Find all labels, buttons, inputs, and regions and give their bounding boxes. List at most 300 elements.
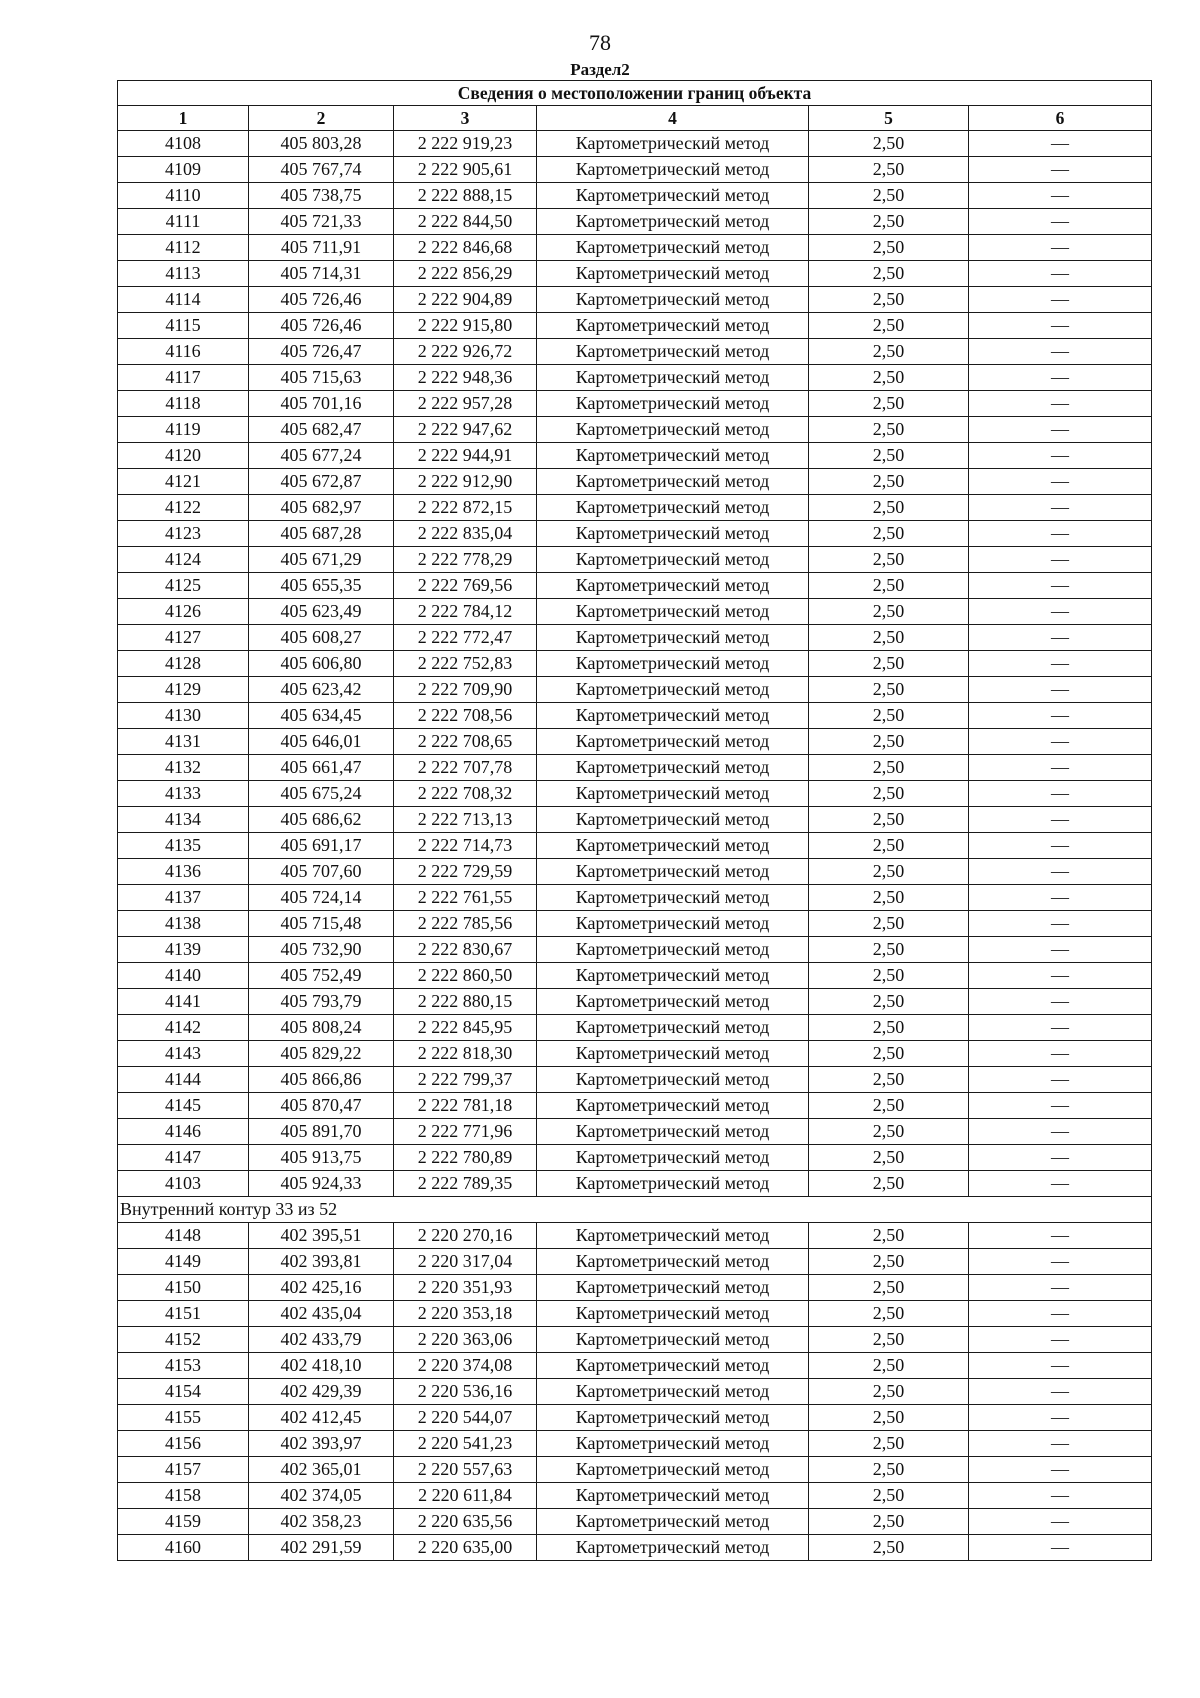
table-row <box>118 937 1152 963</box>
y-coordinate-cell: 2 222 708,32 <box>394 781 537 807</box>
x-coordinate-cell: 405 623,42 <box>249 677 394 703</box>
table-row <box>118 287 1152 313</box>
table-row <box>118 1301 1152 1327</box>
note-cell: — <box>969 677 1152 703</box>
column-header: 1 <box>118 106 249 131</box>
method-cell: Картометрический метод <box>537 677 809 703</box>
point-number-cell: 4108 <box>118 131 249 157</box>
method-cell: Картометрический метод <box>537 1223 809 1249</box>
x-coordinate-cell: 405 646,01 <box>249 729 394 755</box>
x-coordinate-cell: 405 808,24 <box>249 1015 394 1041</box>
y-coordinate-cell: 2 222 769,56 <box>394 573 537 599</box>
y-coordinate-cell: 2 220 353,18 <box>394 1301 537 1327</box>
method-cell: Картометрический метод <box>537 1067 809 1093</box>
point-number-cell: 4146 <box>118 1119 249 1145</box>
point-number-cell: 4122 <box>118 495 249 521</box>
accuracy-cell: 2,50 <box>809 443 969 469</box>
note-cell: — <box>969 599 1152 625</box>
note-cell: — <box>969 1015 1152 1041</box>
accuracy-cell: 2,50 <box>809 417 969 443</box>
y-coordinate-cell: 2 220 374,08 <box>394 1353 537 1379</box>
table-row <box>118 989 1152 1015</box>
y-coordinate-cell: 2 222 830,67 <box>394 937 537 963</box>
accuracy-cell: 2,50 <box>809 1535 969 1561</box>
table-row <box>118 599 1152 625</box>
x-coordinate-cell: 405 726,46 <box>249 287 394 313</box>
table-row <box>118 1431 1152 1457</box>
method-cell: Картометрический метод <box>537 911 809 937</box>
accuracy-cell: 2,50 <box>809 339 969 365</box>
point-number-cell: 4152 <box>118 1327 249 1353</box>
method-cell: Картометрический метод <box>537 495 809 521</box>
accuracy-cell: 2,50 <box>809 1015 969 1041</box>
method-cell: Картометрический метод <box>537 1379 809 1405</box>
accuracy-cell: 2,50 <box>809 157 969 183</box>
y-coordinate-cell: 2 222 845,95 <box>394 1015 537 1041</box>
point-number-cell: 4131 <box>118 729 249 755</box>
note-cell: — <box>969 1327 1152 1353</box>
contour-label-row <box>118 1197 1152 1223</box>
method-cell: Картометрический метод <box>537 859 809 885</box>
point-number-cell: 4148 <box>118 1223 249 1249</box>
note-cell: — <box>969 209 1152 235</box>
method-cell: Картометрический метод <box>537 937 809 963</box>
y-coordinate-cell: 2 222 784,12 <box>394 599 537 625</box>
y-coordinate-cell: 2 220 536,16 <box>394 1379 537 1405</box>
point-number-cell: 4120 <box>118 443 249 469</box>
y-coordinate-cell: 2 222 880,15 <box>394 989 537 1015</box>
y-coordinate-cell: 2 222 729,59 <box>394 859 537 885</box>
table-row <box>118 1509 1152 1535</box>
note-cell: — <box>969 703 1152 729</box>
table-row <box>118 573 1152 599</box>
x-coordinate-cell: 405 714,31 <box>249 261 394 287</box>
method-cell: Картометрический метод <box>537 573 809 599</box>
column-header-row <box>118 106 1152 131</box>
y-coordinate-cell: 2 222 919,23 <box>394 131 537 157</box>
accuracy-cell: 2,50 <box>809 183 969 209</box>
note-cell: — <box>969 1249 1152 1275</box>
accuracy-cell: 2,50 <box>809 807 969 833</box>
accuracy-cell: 2,50 <box>809 1093 969 1119</box>
note-cell: — <box>969 573 1152 599</box>
x-coordinate-cell: 405 711,91 <box>249 235 394 261</box>
y-coordinate-cell: 2 220 317,04 <box>394 1249 537 1275</box>
x-coordinate-cell: 405 677,24 <box>249 443 394 469</box>
table-row <box>118 729 1152 755</box>
note-cell: — <box>969 443 1152 469</box>
point-number-cell: 4128 <box>118 651 249 677</box>
table-row <box>118 625 1152 651</box>
note-cell: — <box>969 1301 1152 1327</box>
table-row <box>118 1249 1152 1275</box>
column-header: 3 <box>394 106 537 131</box>
x-coordinate-cell: 405 715,48 <box>249 911 394 937</box>
point-number-cell: 4140 <box>118 963 249 989</box>
accuracy-cell: 2,50 <box>809 1041 969 1067</box>
note-cell: — <box>969 1509 1152 1535</box>
point-number-cell: 4118 <box>118 391 249 417</box>
x-coordinate-cell: 405 623,49 <box>249 599 394 625</box>
x-coordinate-cell: 405 634,45 <box>249 703 394 729</box>
point-number-cell: 4129 <box>118 677 249 703</box>
point-number-cell: 4130 <box>118 703 249 729</box>
note-cell: — <box>969 131 1152 157</box>
method-cell: Картометрический метод <box>537 1535 809 1561</box>
point-number-cell: 4147 <box>118 1145 249 1171</box>
note-cell: — <box>969 1041 1152 1067</box>
x-coordinate-cell: 405 682,47 <box>249 417 394 443</box>
accuracy-cell: 2,50 <box>809 1457 969 1483</box>
note-cell: — <box>969 469 1152 495</box>
y-coordinate-cell: 2 220 611,84 <box>394 1483 537 1509</box>
table-row <box>118 677 1152 703</box>
note-cell: — <box>969 1457 1152 1483</box>
x-coordinate-cell: 405 913,75 <box>249 1145 394 1171</box>
y-coordinate-cell: 2 222 752,83 <box>394 651 537 677</box>
point-number-cell: 4149 <box>118 1249 249 1275</box>
x-coordinate-cell: 402 418,10 <box>249 1353 394 1379</box>
x-coordinate-cell: 402 412,45 <box>249 1405 394 1431</box>
table-row <box>118 911 1152 937</box>
table-row <box>118 963 1152 989</box>
y-coordinate-cell: 2 222 957,28 <box>394 391 537 417</box>
note-cell: — <box>969 859 1152 885</box>
y-coordinate-cell: 2 222 781,18 <box>394 1093 537 1119</box>
note-cell: — <box>969 391 1152 417</box>
x-coordinate-cell: 405 870,47 <box>249 1093 394 1119</box>
point-number-cell: 4150 <box>118 1275 249 1301</box>
x-coordinate-cell: 405 724,14 <box>249 885 394 911</box>
accuracy-cell: 2,50 <box>809 1119 969 1145</box>
method-cell: Картометрический метод <box>537 1327 809 1353</box>
table-row <box>118 1223 1152 1249</box>
y-coordinate-cell: 2 222 915,80 <box>394 313 537 339</box>
note-cell: — <box>969 235 1152 261</box>
column-header: 6 <box>969 106 1152 131</box>
method-cell: Картометрический метод <box>537 729 809 755</box>
table-row <box>118 417 1152 443</box>
table-row <box>118 1067 1152 1093</box>
method-cell: Картометрический метод <box>537 1431 809 1457</box>
y-coordinate-cell: 2 222 944,91 <box>394 443 537 469</box>
section-title: Раздел2 <box>570 60 630 79</box>
x-coordinate-cell: 405 655,35 <box>249 573 394 599</box>
table-row <box>118 469 1152 495</box>
y-coordinate-cell: 2 220 363,06 <box>394 1327 537 1353</box>
method-cell: Картометрический метод <box>537 157 809 183</box>
y-coordinate-cell: 2 222 904,89 <box>394 287 537 313</box>
x-coordinate-cell: 405 687,28 <box>249 521 394 547</box>
point-number-cell: 4115 <box>118 313 249 339</box>
y-coordinate-cell: 2 222 947,62 <box>394 417 537 443</box>
method-cell: Картометрический метод <box>537 1301 809 1327</box>
point-number-cell: 4153 <box>118 1353 249 1379</box>
x-coordinate-cell: 405 866,86 <box>249 1067 394 1093</box>
y-coordinate-cell: 2 222 713,13 <box>394 807 537 833</box>
note-cell: — <box>969 157 1152 183</box>
y-coordinate-cell: 2 222 761,55 <box>394 885 537 911</box>
table-row <box>118 521 1152 547</box>
accuracy-cell: 2,50 <box>809 313 969 339</box>
table-row <box>118 833 1152 859</box>
method-cell: Картометрический метод <box>537 235 809 261</box>
note-cell: — <box>969 989 1152 1015</box>
table-row <box>118 703 1152 729</box>
y-coordinate-cell: 2 220 544,07 <box>394 1405 537 1431</box>
table-row <box>118 495 1152 521</box>
table-row <box>118 1535 1152 1561</box>
note-cell: — <box>969 365 1152 391</box>
accuracy-cell: 2,50 <box>809 911 969 937</box>
method-cell: Картометрический метод <box>537 651 809 677</box>
method-cell: Картометрический метод <box>537 131 809 157</box>
note-cell: — <box>969 1171 1152 1197</box>
accuracy-cell: 2,50 <box>809 755 969 781</box>
boundary-table <box>117 80 1152 1561</box>
y-coordinate-cell: 2 222 860,50 <box>394 963 537 989</box>
note-cell: — <box>969 911 1152 937</box>
accuracy-cell: 2,50 <box>809 625 969 651</box>
y-coordinate-cell: 2 222 707,78 <box>394 755 537 781</box>
x-coordinate-cell: 402 291,59 <box>249 1535 394 1561</box>
x-coordinate-cell: 405 803,28 <box>249 131 394 157</box>
accuracy-cell: 2,50 <box>809 651 969 677</box>
method-cell: Картометрический метод <box>537 1457 809 1483</box>
point-number-cell: 4157 <box>118 1457 249 1483</box>
accuracy-cell: 2,50 <box>809 1301 969 1327</box>
accuracy-cell: 2,50 <box>809 1483 969 1509</box>
accuracy-cell: 2,50 <box>809 677 969 703</box>
table-row <box>118 1405 1152 1431</box>
method-cell: Картометрический метод <box>537 521 809 547</box>
accuracy-cell: 2,50 <box>809 1223 969 1249</box>
method-cell: Картометрический метод <box>537 1405 809 1431</box>
note-cell: — <box>969 1223 1152 1249</box>
y-coordinate-cell: 2 222 772,47 <box>394 625 537 651</box>
x-coordinate-cell: 405 752,49 <box>249 963 394 989</box>
method-cell: Картометрический метод <box>537 1509 809 1535</box>
x-coordinate-cell: 405 721,33 <box>249 209 394 235</box>
x-coordinate-cell: 402 393,97 <box>249 1431 394 1457</box>
point-number-cell: 4127 <box>118 625 249 651</box>
method-cell: Картометрический метод <box>537 781 809 807</box>
table-row <box>118 261 1152 287</box>
note-cell: — <box>969 1535 1152 1561</box>
point-number-cell: 4145 <box>118 1093 249 1119</box>
y-coordinate-cell: 2 222 872,15 <box>394 495 537 521</box>
method-cell: Картометрический метод <box>537 1145 809 1171</box>
point-number-cell: 4112 <box>118 235 249 261</box>
accuracy-cell: 2,50 <box>809 1379 969 1405</box>
x-coordinate-cell: 402 425,16 <box>249 1275 394 1301</box>
table-row <box>118 1483 1152 1509</box>
method-cell: Картометрический метод <box>537 599 809 625</box>
note-cell: — <box>969 339 1152 365</box>
accuracy-cell: 2,50 <box>809 729 969 755</box>
note-cell: — <box>969 495 1152 521</box>
y-coordinate-cell: 2 222 846,68 <box>394 235 537 261</box>
point-number-cell: 4113 <box>118 261 249 287</box>
x-coordinate-cell: 405 701,16 <box>249 391 394 417</box>
note-cell: — <box>969 833 1152 859</box>
x-coordinate-cell: 405 675,24 <box>249 781 394 807</box>
accuracy-cell: 2,50 <box>809 833 969 859</box>
x-coordinate-cell: 405 715,63 <box>249 365 394 391</box>
x-coordinate-cell: 405 608,27 <box>249 625 394 651</box>
point-number-cell: 4116 <box>118 339 249 365</box>
table-row <box>118 339 1152 365</box>
accuracy-cell: 2,50 <box>809 885 969 911</box>
table-row <box>118 365 1152 391</box>
note-cell: — <box>969 1405 1152 1431</box>
column-header: 4 <box>537 106 809 131</box>
note-cell: — <box>969 287 1152 313</box>
point-number-cell: 4125 <box>118 573 249 599</box>
method-cell: Картометрический метод <box>537 1015 809 1041</box>
y-coordinate-cell: 2 222 785,56 <box>394 911 537 937</box>
table-row <box>118 547 1152 573</box>
y-coordinate-cell: 2 222 888,15 <box>394 183 537 209</box>
y-coordinate-cell: 2 222 912,90 <box>394 469 537 495</box>
note-cell: — <box>969 807 1152 833</box>
point-number-cell: 4151 <box>118 1301 249 1327</box>
page-number: 78 <box>589 30 611 55</box>
y-coordinate-cell: 2 220 351,93 <box>394 1275 537 1301</box>
accuracy-cell: 2,50 <box>809 261 969 287</box>
x-coordinate-cell: 402 393,81 <box>249 1249 394 1275</box>
accuracy-cell: 2,50 <box>809 391 969 417</box>
table-row <box>118 1093 1152 1119</box>
method-cell: Картометрический метод <box>537 261 809 287</box>
method-cell: Картометрический метод <box>537 417 809 443</box>
y-coordinate-cell: 2 222 835,04 <box>394 521 537 547</box>
accuracy-cell: 2,50 <box>809 1171 969 1197</box>
accuracy-cell: 2,50 <box>809 573 969 599</box>
note-cell: — <box>969 183 1152 209</box>
method-cell: Картометрический метод <box>537 625 809 651</box>
point-number-cell: 4136 <box>118 859 249 885</box>
table-row <box>118 157 1152 183</box>
method-cell: Картометрический метод <box>537 755 809 781</box>
x-coordinate-cell: 405 767,74 <box>249 157 394 183</box>
y-coordinate-cell: 2 222 708,65 <box>394 729 537 755</box>
x-coordinate-cell: 405 661,47 <box>249 755 394 781</box>
note-cell: — <box>969 1353 1152 1379</box>
method-cell: Картометрический метод <box>537 547 809 573</box>
table-row <box>118 1327 1152 1353</box>
point-number-cell: 4155 <box>118 1405 249 1431</box>
y-coordinate-cell: 2 222 799,37 <box>394 1067 537 1093</box>
x-coordinate-cell: 405 726,47 <box>249 339 394 365</box>
point-number-cell: 4143 <box>118 1041 249 1067</box>
point-number-cell: 4154 <box>118 1379 249 1405</box>
method-cell: Картометрический метод <box>537 313 809 339</box>
x-coordinate-cell: 402 374,05 <box>249 1483 394 1509</box>
x-coordinate-cell: 405 891,70 <box>249 1119 394 1145</box>
y-coordinate-cell: 2 222 709,90 <box>394 677 537 703</box>
point-number-cell: 4103 <box>118 1171 249 1197</box>
table-row <box>118 755 1152 781</box>
point-number-cell: 4117 <box>118 365 249 391</box>
y-coordinate-cell: 2 222 844,50 <box>394 209 537 235</box>
method-cell: Картометрический метод <box>537 1275 809 1301</box>
note-cell: — <box>969 1275 1152 1301</box>
accuracy-cell: 2,50 <box>809 781 969 807</box>
method-cell: Картометрический метод <box>537 963 809 989</box>
x-coordinate-cell: 405 732,90 <box>249 937 394 963</box>
note-cell: — <box>969 521 1152 547</box>
accuracy-cell: 2,50 <box>809 1145 969 1171</box>
point-number-cell: 4121 <box>118 469 249 495</box>
method-cell: Картометрический метод <box>537 1353 809 1379</box>
method-cell: Картометрический метод <box>537 703 809 729</box>
x-coordinate-cell: 405 829,22 <box>249 1041 394 1067</box>
table-row <box>118 1119 1152 1145</box>
accuracy-cell: 2,50 <box>809 235 969 261</box>
method-cell: Картометрический метод <box>537 1249 809 1275</box>
note-cell: — <box>969 1483 1152 1509</box>
point-number-cell: 4132 <box>118 755 249 781</box>
y-coordinate-cell: 2 222 778,29 <box>394 547 537 573</box>
y-coordinate-cell: 2 222 789,35 <box>394 1171 537 1197</box>
accuracy-cell: 2,50 <box>809 495 969 521</box>
point-number-cell: 4159 <box>118 1509 249 1535</box>
y-coordinate-cell: 2 222 905,61 <box>394 157 537 183</box>
table-row <box>118 313 1152 339</box>
accuracy-cell: 2,50 <box>809 209 969 235</box>
accuracy-cell: 2,50 <box>809 1431 969 1457</box>
method-cell: Картометрический метод <box>537 287 809 313</box>
table-caption: Сведения о местоположении границ объекта <box>118 81 1152 106</box>
column-header: 2 <box>249 106 394 131</box>
method-cell: Картометрический метод <box>537 833 809 859</box>
table-row <box>118 1041 1152 1067</box>
y-coordinate-cell: 2 222 780,89 <box>394 1145 537 1171</box>
point-number-cell: 4133 <box>118 781 249 807</box>
note-cell: — <box>969 1067 1152 1093</box>
x-coordinate-cell: 402 358,23 <box>249 1509 394 1535</box>
note-cell: — <box>969 937 1152 963</box>
point-number-cell: 4119 <box>118 417 249 443</box>
note-cell: — <box>969 1379 1152 1405</box>
method-cell: Картометрический метод <box>537 391 809 417</box>
x-coordinate-cell: 405 707,60 <box>249 859 394 885</box>
table-row <box>118 1275 1152 1301</box>
x-coordinate-cell: 402 433,79 <box>249 1327 394 1353</box>
point-number-cell: 4126 <box>118 599 249 625</box>
note-cell: — <box>969 1431 1152 1457</box>
table-row <box>118 1457 1152 1483</box>
y-coordinate-cell: 2 222 926,72 <box>394 339 537 365</box>
x-coordinate-cell: 405 793,79 <box>249 989 394 1015</box>
y-coordinate-cell: 2 222 708,56 <box>394 703 537 729</box>
table-row <box>118 885 1152 911</box>
point-number-cell: 4109 <box>118 157 249 183</box>
method-cell: Картометрический метод <box>537 209 809 235</box>
accuracy-cell: 2,50 <box>809 469 969 495</box>
x-coordinate-cell: 405 682,97 <box>249 495 394 521</box>
accuracy-cell: 2,50 <box>809 989 969 1015</box>
method-cell: Картометрический метод <box>537 1093 809 1119</box>
method-cell: Картометрический метод <box>537 885 809 911</box>
method-cell: Картометрический метод <box>537 1483 809 1509</box>
accuracy-cell: 2,50 <box>809 859 969 885</box>
x-coordinate-cell: 402 429,39 <box>249 1379 394 1405</box>
y-coordinate-cell: 2 222 948,36 <box>394 365 537 391</box>
table-row <box>118 391 1152 417</box>
x-coordinate-cell: 405 924,33 <box>249 1171 394 1197</box>
